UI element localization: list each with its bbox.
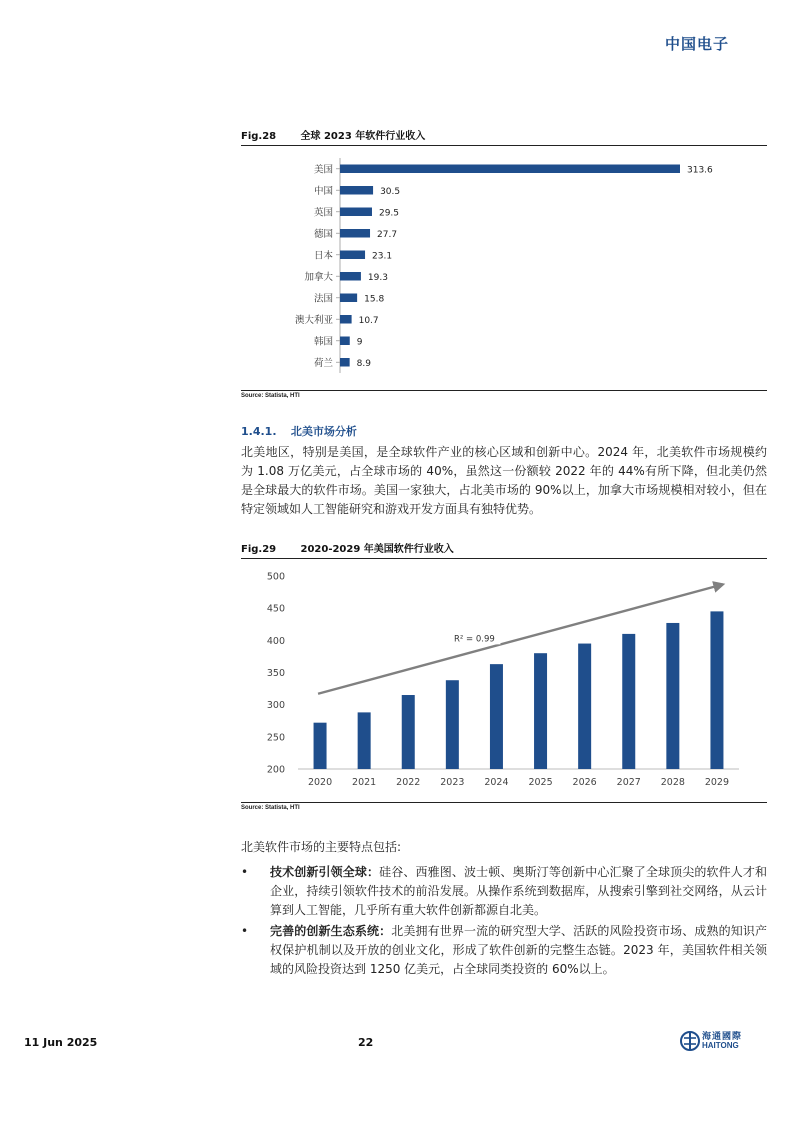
fig29-bar (314, 723, 327, 769)
fig28-bar-chart (241, 152, 767, 384)
fig28-source: Source: Statista, HTI (241, 393, 300, 399)
haitong-logo (680, 1028, 750, 1054)
fig29-y-tick-label: 450 (266, 603, 285, 615)
fig28-bar (340, 272, 361, 281)
fig29-source: Source: Statista, HTI (241, 805, 300, 811)
fig28-data-label: 30.5 (380, 186, 401, 197)
fig29-bar (490, 664, 503, 769)
fig28-bar (340, 229, 370, 238)
fig28-bar (340, 315, 352, 324)
fig28-category-label: 德国 (313, 228, 333, 240)
fig29-bar (622, 634, 635, 769)
fig28-category-label: 美国 (313, 164, 333, 176)
fig28-bar (340, 208, 372, 217)
fig29-bar (578, 644, 591, 769)
fig28-category-label: 日本 (313, 250, 333, 262)
fig29-x-tick-label: 2021 (352, 777, 377, 788)
feature-title: 技术创新引领全球： (270, 865, 380, 879)
fig29-x-tick-label: 2023 (440, 777, 465, 788)
fig28-bottom-rule (241, 390, 767, 391)
haitong-logo-icon (680, 1030, 700, 1052)
fig29-x-tick-label: 2028 (660, 777, 685, 788)
fig29-trend-annotation: R² = 0.99 (454, 634, 495, 645)
fig29-bar-chart (241, 562, 767, 800)
fig29-caption (241, 540, 767, 559)
fig28-data-label: 8.9 (356, 358, 371, 369)
fig28-bar (340, 165, 680, 174)
fig29-y-tick-label: 200 (266, 764, 285, 776)
fig28-category-label: 中国 (313, 185, 333, 197)
fig29-y-tick-label: 500 (266, 571, 285, 583)
fig29-x-tick-label: 2024 (484, 777, 509, 788)
fig29-y-tick-label: 300 (266, 700, 285, 712)
fig28-bar (340, 358, 350, 367)
section-heading (241, 423, 357, 439)
feature-text: 硅谷、西雅图、波士顿、奥斯汀等创新中心汇聚了全球顶尖的软件人才和企业，持续引领软件技术的前沿发展。从操作系统到数据库，从搜索引擎到社交网络，从云计算到人工智能，几乎所有重大软件创新都源自北美。 (270, 865, 767, 917)
report-header-title: 中国电子 (664, 35, 729, 53)
feature-title: 完善的创新生态系统： (270, 924, 392, 938)
fig28-data-label: 29.5 (378, 208, 400, 219)
fig29-number: Fig.29 (241, 544, 277, 555)
fig28-category-label: 英国 (313, 207, 333, 219)
fig28-data-label: 10.7 (358, 315, 379, 326)
fig29-x-tick-label: 2025 (528, 777, 553, 788)
fig29-bar (534, 653, 547, 769)
fig29-trend-arrow (318, 584, 723, 693)
fig28-data-label: 15.8 (364, 294, 385, 305)
fig29-bar (666, 623, 679, 769)
fig29-x-tick-label: 2020 (307, 777, 333, 788)
page-number: 22 (358, 1036, 374, 1049)
fig28-data-label: 19.3 (367, 272, 388, 283)
features-intro: 北美软件市场的主要特点包括: (241, 840, 402, 854)
fig28-category-label: 韩国 (313, 336, 333, 348)
bullet-marker: • (241, 924, 249, 938)
logo-text-en: HAITONG (702, 1041, 739, 1050)
fig29-y-tick-label: 400 (266, 635, 285, 647)
fig28-bar (340, 337, 350, 346)
section-paragraph: 北美地区，特别是美国，是全球软件产业的核心区域和创新中心。2024 年，北美软件市场规模约为 1.08 万亿美元，占全球市场的 40%，虽然这一份额较 2022 年的 44%有所下降，但北美仍然是全球最大的软件市场。美国一家独大，占北美市场的 90%以上，加拿大市场规模相对较小，但在特定领域如人工智能研究和游戏开发方面具有独特优势。 (241, 445, 767, 516)
fig29-bar (402, 695, 415, 769)
bullet-marker: • (241, 865, 249, 879)
feature-item (241, 863, 767, 920)
fig28-bar (340, 251, 365, 260)
fig28-data-label: 23.1 (372, 251, 393, 262)
fig28-bar (340, 294, 357, 303)
fig29-bar (446, 680, 459, 769)
fig28-bar (340, 186, 373, 195)
fig28-title: 全球 2023 年软件行业收入 (300, 131, 426, 142)
fig29-y-tick-label: 250 (266, 732, 285, 744)
fig29-x-tick-label: 2027 (616, 777, 641, 788)
fig29-bar (710, 611, 723, 769)
fig28-data-label: 313.6 (687, 165, 713, 176)
fig29-x-tick-label: 2029 (704, 777, 730, 788)
footer-date: 11 Jun 2025 (24, 1036, 98, 1049)
fig28-caption (241, 127, 767, 146)
fig29-bar (358, 712, 371, 769)
fig28-data-label: 9 (356, 337, 363, 348)
fig29-x-tick-label: 2026 (572, 777, 597, 788)
section-title: 北美市场分析 (290, 425, 357, 438)
fig29-bottom-rule (241, 802, 767, 803)
features-list (241, 863, 767, 981)
feature-text: 北美拥有世界一流的研究型大学、活跃的风险投资市场、成熟的知识产权保护机制以及开放的创业文化，形成了软件创新的完整生态链。2023 年，美国软件相关领域的风险投资达到 1250 亿美元，占全球同类投资的 60%以上。 (270, 924, 767, 976)
fig28-category-label: 荷兰 (313, 357, 333, 369)
fig28-category-label: 加拿大 (304, 271, 333, 283)
feature-item (241, 922, 767, 979)
fig29-title: 2020-2029 年美国软件行业收入 (300, 544, 454, 555)
fig29-y-tick-label: 350 (266, 668, 285, 679)
fig28-number: Fig.28 (241, 131, 277, 142)
fig28-data-label: 27.7 (377, 229, 398, 240)
section-number: 1.4.1. (241, 425, 277, 438)
fig28-category-label: 澳大利亚 (294, 314, 333, 326)
fig29-x-tick-label: 2022 (396, 777, 421, 788)
logo-text-cn: 海通國際 (702, 1032, 743, 1042)
fig28-category-label: 法国 (313, 293, 333, 305)
